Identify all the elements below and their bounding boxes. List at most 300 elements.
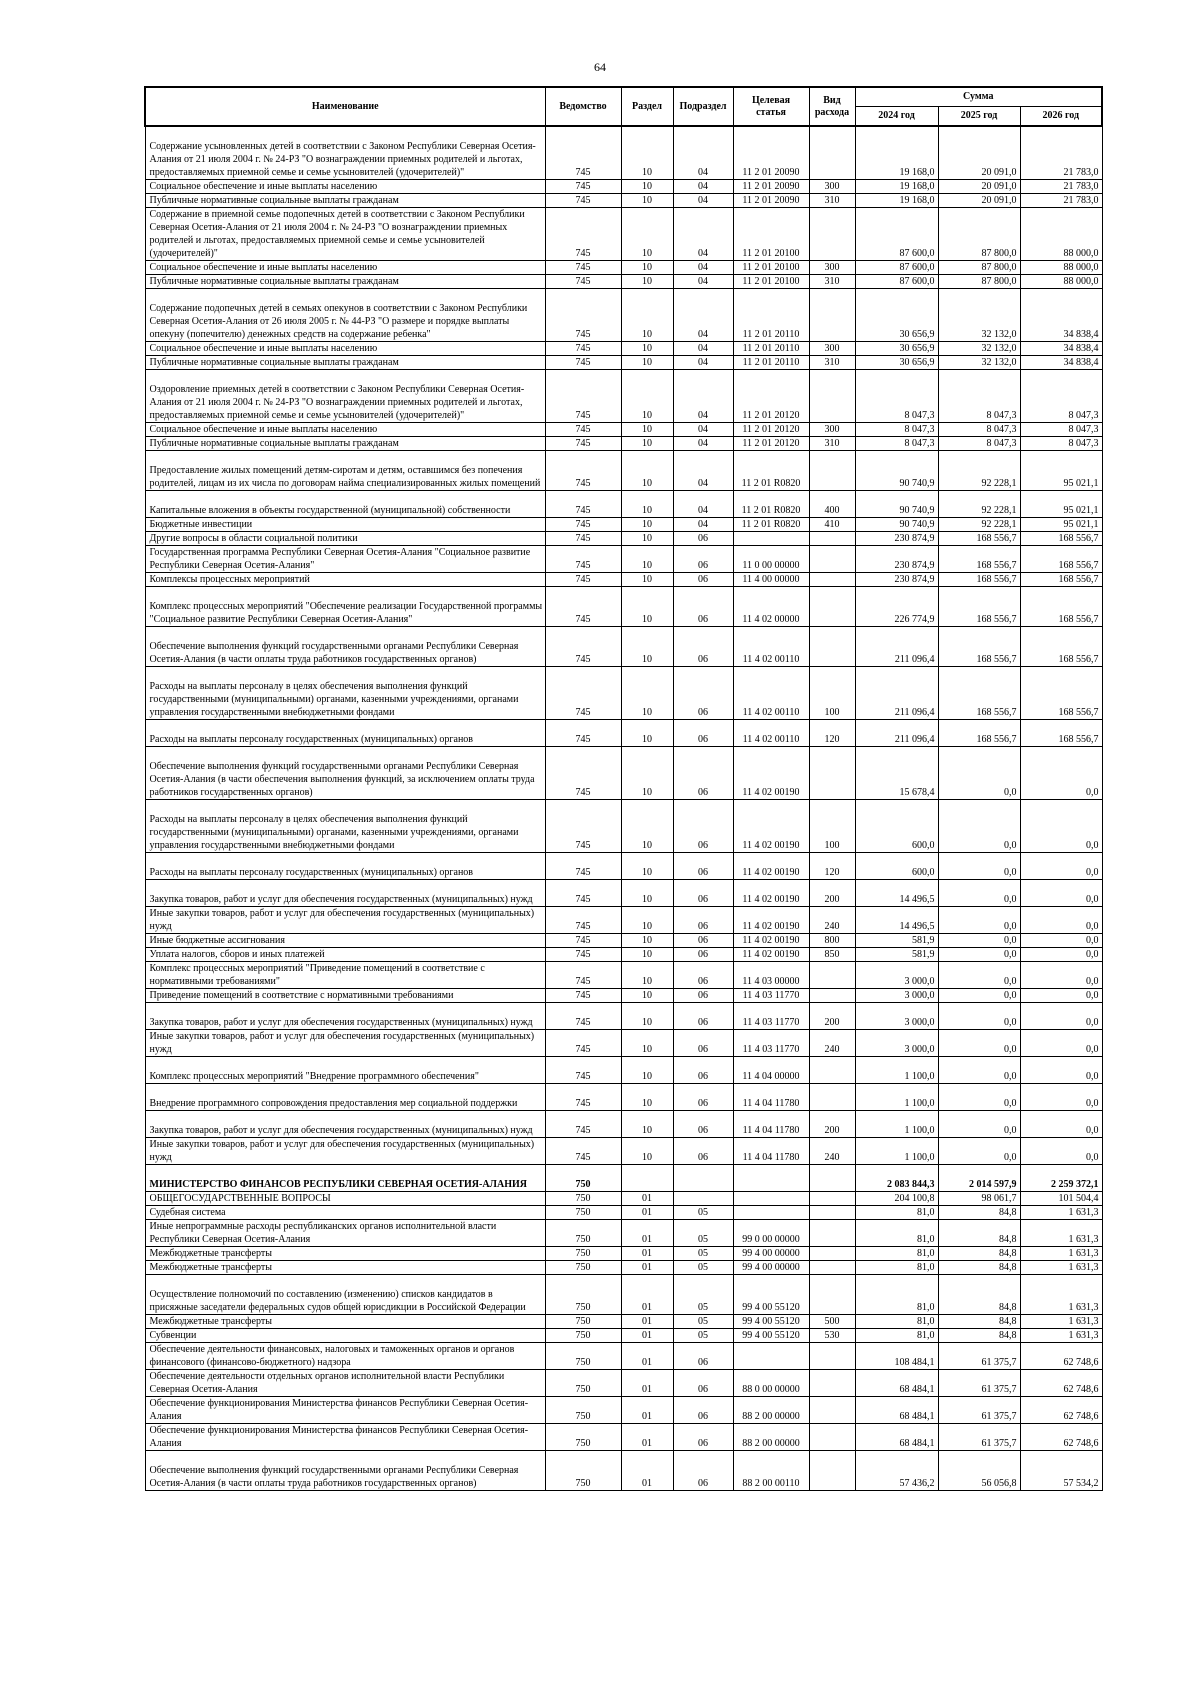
cell-section: 01 [621,1246,673,1260]
cell-section: 10 [621,517,673,531]
table-row [145,545,1102,572]
table-row [145,1002,1102,1029]
cell-target-article: 99 4 00 55120 [733,1328,809,1342]
cell-sum-2026: 62 748,6 [1020,1369,1102,1396]
cell-ministry: 750 [545,1164,621,1191]
cell-name: Обеспечение выполнения функций государственными органами Республики Северная Осетия-Алания (в части оплаты труда работников государственных органов) [145,1450,545,1490]
cell-ministry: 745 [545,369,621,422]
cell-name: Содержание подопечных детей в семьях опекунов в соответствии с Законом Республики Северная Осетия-Алания от 26 июля 2005 г. № 44-РЗ "О размере и порядке выплаты опекуну (попечителю) денежных средств на содержание ребенка" [145,288,545,341]
cell-sum-2026: 168 556,7 [1020,666,1102,719]
cell-sum-2026: 21 783,0 [1020,126,1102,179]
cell-subsection: 04 [673,450,733,490]
cell-section: 10 [621,341,673,355]
cell-target-article: 11 2 01 20110 [733,288,809,341]
cell-section: 10 [621,207,673,260]
cell-expense-kind: 120 [809,852,855,879]
cell-target-article: 11 4 02 00190 [733,852,809,879]
cell-sum-2024: 30 656,9 [855,288,938,341]
cell-section: 10 [621,719,673,746]
cell-sum-2024: 211 096,4 [855,626,938,666]
cell-sum-2026: 0,0 [1020,947,1102,961]
cell-section: 10 [621,450,673,490]
cell-ministry: 750 [545,1450,621,1490]
cell-subsection: 06 [673,1342,733,1369]
cell-expense-kind [809,1274,855,1314]
cell-ministry: 750 [545,1219,621,1246]
cell-name: Обеспечение функционирования Министерства финансов Республики Северная Осетия-Алания [145,1396,545,1423]
cell-sum-2025: 61 375,7 [938,1396,1020,1423]
cell-sum-2026: 8 047,3 [1020,369,1102,422]
cell-name: Бюджетные инвестиции [145,517,545,531]
cell-subsection: 06 [673,1396,733,1423]
cell-sum-2026: 1 631,3 [1020,1205,1102,1219]
cell-sum-2024: 68 484,1 [855,1396,938,1423]
cell-section: 10 [621,288,673,341]
cell-section: 01 [621,1369,673,1396]
cell-sum-2026: 0,0 [1020,879,1102,906]
page-number: 64 [594,60,606,74]
cell-expense-kind [809,1423,855,1450]
cell-sum-2026: 21 783,0 [1020,193,1102,207]
header-name: Наименование [145,87,545,126]
cell-sum-2024: 14 496,5 [855,906,938,933]
table-row [145,274,1102,288]
cell-target-article: 11 4 04 11780 [733,1110,809,1137]
cell-sum-2026: 62 748,6 [1020,1423,1102,1450]
cell-sum-2025: 87 800,0 [938,274,1020,288]
cell-sum-2026: 168 556,7 [1020,586,1102,626]
cell-sum-2024: 19 168,0 [855,179,938,193]
cell-subsection: 06 [673,852,733,879]
cell-expense-kind [809,746,855,799]
cell-sum-2026: 2 259 372,1 [1020,1164,1102,1191]
cell-name: МИНИСТЕРСТВО ФИНАНСОВ РЕСПУБЛИКИ СЕВЕРНАЯ ОСЕТИЯ-АЛАНИЯ [145,1164,545,1191]
cell-ministry: 745 [545,207,621,260]
cell-ministry: 750 [545,1423,621,1450]
cell-subsection: 04 [673,355,733,369]
cell-subsection: 06 [673,666,733,719]
table-row [145,1450,1102,1490]
cell-target-article: 88 2 00 00110 [733,1450,809,1490]
cell-sum-2025: 0,0 [938,1083,1020,1110]
cell-target-article: 11 2 01 20090 [733,126,809,179]
cell-sum-2026: 1 631,3 [1020,1219,1102,1246]
cell-sum-2024: 1 100,0 [855,1056,938,1083]
cell-sum-2024: 30 656,9 [855,355,938,369]
table-body [145,126,1102,1490]
cell-sum-2025: 168 556,7 [938,572,1020,586]
cell-sum-2024: 8 047,3 [855,436,938,450]
cell-section [621,1164,673,1191]
table-row [145,1423,1102,1450]
cell-target-article: 11 0 00 00000 [733,545,809,572]
cell-expense-kind [809,1164,855,1191]
cell-section: 01 [621,1219,673,1246]
cell-sum-2025: 92 228,1 [938,517,1020,531]
cell-sum-2026: 57 534,2 [1020,1450,1102,1490]
cell-ministry: 745 [545,436,621,450]
cell-ministry: 745 [545,545,621,572]
cell-subsection: 04 [673,517,733,531]
table-row [145,1219,1102,1246]
cell-section: 10 [621,193,673,207]
cell-sum-2024: 581,9 [855,947,938,961]
cell-name: Предоставление жилых помещений детям-сиротам и детям, оставшимся без попечения родителей, лицам из их числа по договорам найма специализированных жилых помещений [145,450,545,490]
table-row [145,126,1102,179]
cell-section: 01 [621,1328,673,1342]
table-row [145,369,1102,422]
cell-subsection [673,1191,733,1205]
table-row [145,355,1102,369]
cell-section: 10 [621,947,673,961]
cell-subsection: 06 [673,1423,733,1450]
cell-sum-2026: 168 556,7 [1020,626,1102,666]
cell-ministry: 745 [545,906,621,933]
cell-sum-2025: 84,8 [938,1274,1020,1314]
cell-section: 10 [621,355,673,369]
cell-subsection: 04 [673,436,733,450]
cell-sum-2026: 0,0 [1020,1002,1102,1029]
cell-target-article: 11 4 00 00000 [733,572,809,586]
cell-expense-kind: 300 [809,341,855,355]
cell-sum-2024: 3 000,0 [855,1029,938,1056]
cell-target-article: 11 4 02 00000 [733,586,809,626]
cell-expense-kind [809,586,855,626]
table-row [145,1314,1102,1328]
cell-sum-2026: 0,0 [1020,852,1102,879]
cell-name: Обеспечение деятельности отдельных органов исполнительной власти Республики Северная Осетия-Алания [145,1369,545,1396]
cell-ministry: 745 [545,517,621,531]
cell-sum-2026: 0,0 [1020,1029,1102,1056]
cell-expense-kind: 200 [809,1002,855,1029]
cell-section: 10 [621,179,673,193]
cell-ministry: 745 [545,274,621,288]
cell-ministry: 745 [545,1110,621,1137]
cell-ministry: 745 [545,288,621,341]
header-year-2025: 2025 год [938,107,1020,127]
cell-ministry: 745 [545,933,621,947]
header-kind-line1: Вид [823,94,841,106]
table-row [145,1110,1102,1137]
cell-ministry: 745 [545,1083,621,1110]
cell-section: 01 [621,1450,673,1490]
cell-name: Расходы на выплаты персоналу государственных (муниципальных) органов [145,852,545,879]
cell-sum-2026: 0,0 [1020,1056,1102,1083]
cell-target-article: 11 2 01 20110 [733,355,809,369]
cell-subsection: 06 [673,1083,733,1110]
cell-subsection: 05 [673,1205,733,1219]
cell-ministry: 745 [545,719,621,746]
cell-sum-2026: 0,0 [1020,906,1102,933]
cell-target-article: 99 4 00 55120 [733,1314,809,1328]
cell-subsection: 04 [673,179,733,193]
cell-ministry: 745 [545,450,621,490]
cell-subsection: 05 [673,1274,733,1314]
cell-target-article: 11 4 02 00190 [733,879,809,906]
cell-expense-kind [809,1056,855,1083]
cell-sum-2024: 3 000,0 [855,1002,938,1029]
cell-sum-2025: 168 556,7 [938,586,1020,626]
cell-sum-2025: 0,0 [938,852,1020,879]
table-row [145,666,1102,719]
cell-expense-kind [809,545,855,572]
cell-sum-2024: 15 678,4 [855,746,938,799]
cell-section: 10 [621,1002,673,1029]
cell-ministry: 750 [545,1260,621,1274]
cell-name: Публичные нормативные социальные выплаты гражданам [145,436,545,450]
cell-sum-2024: 3 000,0 [855,988,938,1002]
cell-expense-kind [809,961,855,988]
cell-name: Оздоровление приемных детей в соответствии с Законом Республики Северная Осетия-Алания от 21 июля 2004 г. № 24-РЗ "О вознаграждении приемных родителей и льготах, предоставляемых приемной семье и семье усыновителей (удочерителей)" [145,369,545,422]
cell-subsection: 06 [673,988,733,1002]
cell-sum-2024: 600,0 [855,852,938,879]
cell-target-article: 11 4 02 00190 [733,799,809,852]
cell-target-article [733,531,809,545]
cell-sum-2024: 68 484,1 [855,1369,938,1396]
cell-ministry: 750 [545,1191,621,1205]
cell-sum-2026: 95 021,1 [1020,450,1102,490]
cell-expense-kind: 200 [809,879,855,906]
table-row [145,260,1102,274]
cell-name: Комплекс процессных мероприятий "Внедрение программного обеспечения" [145,1056,545,1083]
cell-name: Обеспечение выполнения функций государственными органами Республики Северная Осетия-Алания (в части оплаты труда работников государственных органов) [145,626,545,666]
cell-sum-2026: 1 631,3 [1020,1246,1102,1260]
cell-section: 10 [621,626,673,666]
cell-name: Иные закупки товаров, работ и услуг для обеспечения государственных (муниципальных) нужд [145,1137,545,1164]
cell-name: Государственная программа Республики Северная Осетия-Алания "Социальное развитие Республики Северная Осетия-Алания" [145,545,545,572]
cell-name: Иные закупки товаров, работ и услуг для обеспечения государственных (муниципальных) нужд [145,1029,545,1056]
cell-sum-2024: 81,0 [855,1219,938,1246]
cell-sum-2026: 168 556,7 [1020,531,1102,545]
cell-sum-2024: 81,0 [855,1314,938,1328]
cell-ministry: 745 [545,572,621,586]
cell-sum-2024: 226 774,9 [855,586,938,626]
cell-subsection: 05 [673,1328,733,1342]
cell-subsection: 06 [673,1056,733,1083]
cell-subsection: 06 [673,879,733,906]
cell-target-article [733,1191,809,1205]
cell-sum-2024: 1 100,0 [855,1110,938,1137]
cell-ministry: 745 [545,988,621,1002]
cell-name: Другие вопросы в области социальной политики [145,531,545,545]
cell-sum-2025: 8 047,3 [938,369,1020,422]
table-row [145,531,1102,545]
cell-section: 01 [621,1191,673,1205]
cell-sum-2025: 0,0 [938,988,1020,1002]
cell-sum-2025: 20 091,0 [938,126,1020,179]
cell-expense-kind [809,1342,855,1369]
cell-name: Закупка товаров, работ и услуг для обеспечения государственных (муниципальных) нужд [145,1110,545,1137]
cell-ministry: 745 [545,260,621,274]
cell-name: Уплата налогов, сборов и иных платежей [145,947,545,961]
cell-sum-2024: 230 874,9 [855,572,938,586]
cell-sum-2025: 0,0 [938,947,1020,961]
cell-name: Закупка товаров, работ и услуг для обеспечения государственных (муниципальных) нужд [145,879,545,906]
cell-name: Расходы на выплаты персоналу в целях обеспечения выполнения функций государственными (муниципальными) органами, казенными учреждениями, органами управления государственными внебюджетными фондами [145,799,545,852]
cell-sum-2026: 0,0 [1020,1110,1102,1137]
cell-sum-2024: 600,0 [855,799,938,852]
cell-section: 10 [621,1029,673,1056]
cell-sum-2025: 168 556,7 [938,626,1020,666]
header-target-article [733,87,809,126]
table-row [145,879,1102,906]
cell-target-article: 99 4 00 00000 [733,1260,809,1274]
cell-subsection: 06 [673,586,733,626]
cell-target-article: 11 4 04 11780 [733,1137,809,1164]
cell-expense-kind [809,1083,855,1110]
cell-sum-2024: 581,9 [855,933,938,947]
cell-subsection: 06 [673,906,733,933]
cell-ministry: 745 [545,1029,621,1056]
table-row [145,572,1102,586]
cell-sum-2025: 84,8 [938,1219,1020,1246]
cell-ministry: 745 [545,852,621,879]
cell-ministry: 745 [545,746,621,799]
cell-target-article: 11 2 01 20120 [733,436,809,450]
cell-expense-kind [809,531,855,545]
cell-subsection: 04 [673,193,733,207]
table-row [145,746,1102,799]
cell-sum-2024: 81,0 [855,1246,938,1260]
table-row [145,933,1102,947]
table-row [145,961,1102,988]
cell-section: 01 [621,1342,673,1369]
cell-sum-2026: 21 783,0 [1020,179,1102,193]
table-row [145,490,1102,517]
cell-sum-2024: 1 100,0 [855,1137,938,1164]
cell-sum-2025: 32 132,0 [938,288,1020,341]
cell-sum-2024: 230 874,9 [855,545,938,572]
cell-sum-2025: 98 061,7 [938,1191,1020,1205]
cell-sum-2025: 32 132,0 [938,355,1020,369]
cell-target-article: 11 4 03 11770 [733,1029,809,1056]
cell-subsection: 06 [673,572,733,586]
cell-target-article [733,1342,809,1369]
table-row [145,193,1102,207]
cell-expense-kind: 300 [809,422,855,436]
cell-target-article: 88 2 00 00000 [733,1396,809,1423]
cell-sum-2024: 1 100,0 [855,1083,938,1110]
cell-sum-2025: 84,8 [938,1205,1020,1219]
cell-name: Осуществление полномочий по составлению (изменению) списков кандидатов в присяжные заседатели федеральных судов общей юрисдикции в Российской Федерации [145,1274,545,1314]
cell-sum-2026: 0,0 [1020,1083,1102,1110]
cell-target-article: 11 2 01 R0820 [733,450,809,490]
cell-expense-kind: 300 [809,260,855,274]
table-row [145,517,1102,531]
cell-section: 10 [621,799,673,852]
cell-sum-2024: 204 100,8 [855,1191,938,1205]
cell-expense-kind [809,1205,855,1219]
cell-target-article: 11 4 02 00190 [733,933,809,947]
cell-sum-2024: 57 436,2 [855,1450,938,1490]
cell-ministry: 745 [545,586,621,626]
cell-sum-2026: 62 748,6 [1020,1342,1102,1369]
cell-sum-2024: 90 740,9 [855,517,938,531]
cell-sum-2026: 168 556,7 [1020,719,1102,746]
cell-subsection: 06 [673,799,733,852]
cell-sum-2025: 0,0 [938,799,1020,852]
cell-sum-2026: 34 838,4 [1020,288,1102,341]
cell-sum-2024: 2 083 844,3 [855,1164,938,1191]
cell-target-article: 11 2 01 R0820 [733,490,809,517]
cell-sum-2026: 1 631,3 [1020,1260,1102,1274]
cell-ministry: 745 [545,1002,621,1029]
cell-sum-2024: 81,0 [855,1274,938,1314]
cell-subsection: 06 [673,947,733,961]
cell-target-article: 99 4 00 55120 [733,1274,809,1314]
cell-name: ОБЩЕГОСУДАРСТВЕННЫЕ ВОПРОСЫ [145,1191,545,1205]
cell-name: Публичные нормативные социальные выплаты гражданам [145,193,545,207]
cell-subsection: 06 [673,1110,733,1137]
cell-ministry: 745 [545,1056,621,1083]
cell-name: Содержание усыновленных детей в соответствии с Законом Республики Северная Осетия-Алания от 21 июля 2004 г. № 24-РЗ "О вознаграждении приемных родителей и льготах, предоставляемых приемной семье и семье усыновителей (удочерителей)" [145,126,545,179]
cell-sum-2025: 84,8 [938,1328,1020,1342]
table-row [145,450,1102,490]
header-section: Раздел [621,87,673,126]
cell-sum-2026: 88 000,0 [1020,260,1102,274]
cell-ministry: 745 [545,193,621,207]
table-row [145,1164,1102,1191]
cell-ministry: 745 [545,626,621,666]
cell-expense-kind [809,288,855,341]
cell-target-article: 11 4 03 11770 [733,1002,809,1029]
cell-subsection: 06 [673,1029,733,1056]
table-row [145,341,1102,355]
cell-target-article: 11 4 02 00110 [733,719,809,746]
cell-sum-2026: 1 631,3 [1020,1314,1102,1328]
cell-name: Публичные нормативные социальные выплаты гражданам [145,355,545,369]
cell-target-article: 11 2 01 20120 [733,369,809,422]
cell-sum-2026: 8 047,3 [1020,422,1102,436]
cell-sum-2025: 20 091,0 [938,179,1020,193]
cell-name: Социальное обеспечение и иные выплаты населению [145,341,545,355]
table-row [145,1029,1102,1056]
cell-sum-2024: 3 000,0 [855,961,938,988]
cell-expense-kind [809,1396,855,1423]
cell-ministry: 745 [545,490,621,517]
cell-name: Межбюджетные трансферты [145,1260,545,1274]
cell-target-article: 11 4 02 00110 [733,666,809,719]
cell-expense-kind [809,1246,855,1260]
cell-subsection: 06 [673,1002,733,1029]
cell-target-article [733,1164,809,1191]
cell-section: 10 [621,1137,673,1164]
cell-sum-2025: 61 375,7 [938,1423,1020,1450]
cell-subsection: 06 [673,746,733,799]
cell-name: Внедрение программного сопровождения предоставления мер социальной поддержки [145,1083,545,1110]
header-expense-kind [809,87,855,126]
cell-name: Социальное обеспечение и иные выплаты населению [145,260,545,274]
cell-expense-kind: 850 [809,947,855,961]
cell-sum-2026: 0,0 [1020,961,1102,988]
cell-subsection: 06 [673,1137,733,1164]
cell-sum-2024: 81,0 [855,1328,938,1342]
cell-expense-kind: 310 [809,355,855,369]
table-row [145,207,1102,260]
cell-ministry: 745 [545,179,621,193]
cell-expense-kind: 200 [809,1110,855,1137]
table-row [145,1246,1102,1260]
cell-target-article: 88 0 00 00000 [733,1369,809,1396]
cell-sum-2024: 30 656,9 [855,341,938,355]
cell-name: Публичные нормативные социальные выплаты гражданам [145,274,545,288]
cell-sum-2026: 168 556,7 [1020,572,1102,586]
cell-name: Комплексы процессных мероприятий [145,572,545,586]
table-row [145,906,1102,933]
cell-expense-kind [809,126,855,179]
cell-section: 10 [621,274,673,288]
cell-sum-2025: 0,0 [938,1056,1020,1083]
